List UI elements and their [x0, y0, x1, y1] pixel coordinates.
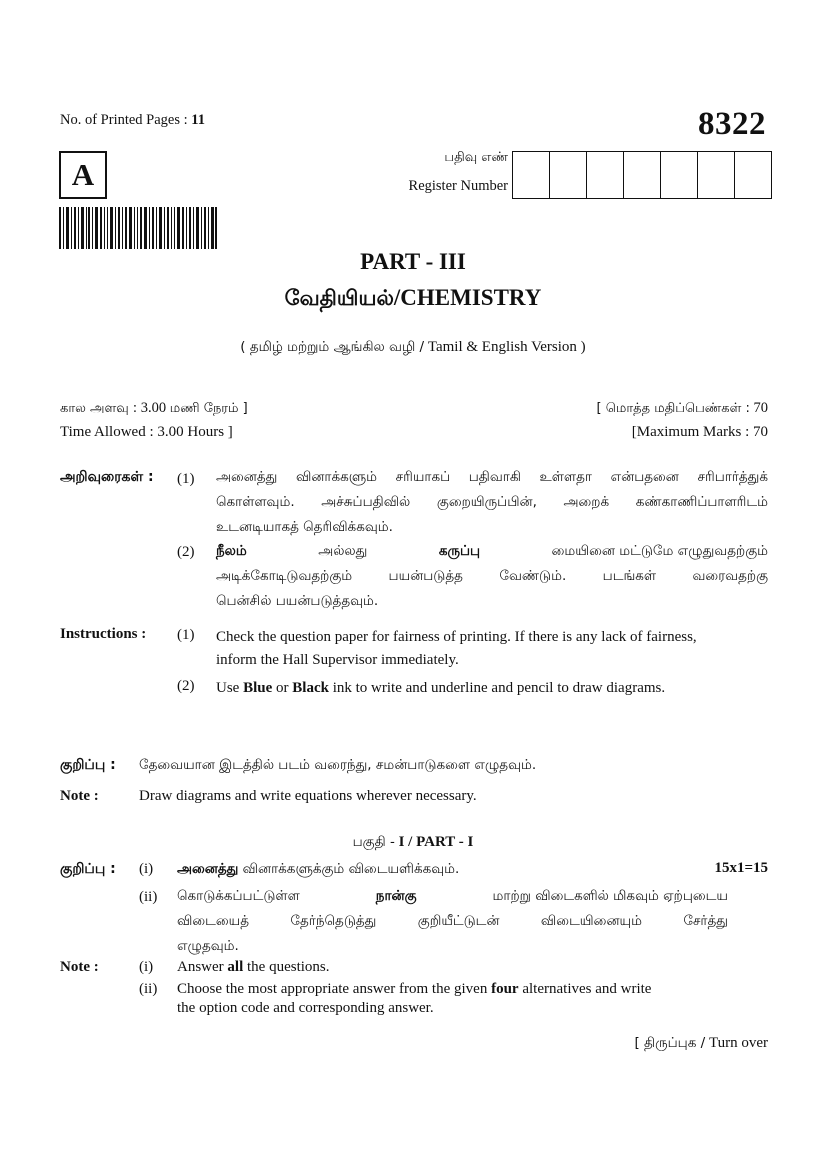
instruction-ta-1-line: அனைத்து வினாக்களும் சரியாகப் பதிவாகி உள்ளதா என்பதனை சரிபார்த்துக்: [216, 469, 768, 485]
printed-pages-label: No. of Printed Pages :: [60, 112, 188, 128]
instruction-ta-num: (2): [177, 544, 195, 560]
printed-pages: [60, 112, 205, 129]
all-word-ta: அனைத்து: [177, 861, 239, 877]
instruction-ta-2-line: பென்சில் பயன்படுத்தவும்.: [216, 593, 379, 609]
register-number-boxes[interactable]: [513, 151, 772, 199]
note-text-tamil: தேவையான இடத்தில் படம் வரைந்து, சமன்பாடுகளை எழுதவும்.: [139, 757, 537, 773]
marks-ta-label: [ மொத்த மதிப்பெண்கள் :: [596, 401, 750, 416]
blue-word: Blue: [243, 680, 273, 696]
turn-over: [635, 1035, 769, 1053]
register-digit-box[interactable]: [623, 151, 661, 199]
use-word: Use: [216, 680, 240, 696]
subject-separator: /: [393, 285, 401, 310]
instruction-ta-2-rest: மையினை மட்டுமே எழுதுவதற்கும்: [551, 543, 768, 559]
register-digit-box[interactable]: [549, 151, 587, 199]
part-one-en-num: (ii): [139, 981, 158, 997]
part-one-heading-tamil: பகுதி -: [352, 834, 395, 850]
part-one-ta-item-2: [177, 884, 728, 959]
note-text-english: Draw diagrams and write equations wherever necessary.: [139, 788, 477, 804]
given-word-ta: கொடுக்கப்பட்டுள்ள: [177, 888, 300, 904]
instruction-en-1: [216, 626, 768, 672]
all-word: all: [227, 959, 244, 975]
part-one-ta-item-2-line: விடையைத் தேர்ந்தெடுத்து குறியீட்டுடன் விடையினையும் சேர்த்து: [177, 913, 728, 929]
register-digit-box[interactable]: [697, 151, 735, 199]
register-label-tamil: பதிவு எண்: [444, 150, 508, 165]
part-one-ta-item-1-rest: வினாக்களுக்கும் விடையளிக்கவும்.: [242, 861, 460, 877]
time-ta-unit: மணி நேரம் ]: [169, 401, 248, 416]
time-ta-value: 3.00: [140, 400, 167, 416]
part-one-ta-item-1: [177, 861, 459, 879]
max-marks-english: [Maximum Marks : 70: [631, 424, 768, 440]
instruction-en-2: [216, 677, 768, 700]
marks-ta-value: 70: [753, 400, 768, 416]
turn-over-english: Turn over: [708, 1035, 768, 1051]
part-one-ta-item-2-line: எழுதவும்.: [177, 938, 239, 954]
marks-scheme: 15x1=15: [714, 860, 768, 876]
part-one-heading-english: I / PART - I: [398, 834, 474, 850]
part-one-en-item-1: [177, 959, 330, 976]
max-marks-tamil: [597, 400, 768, 417]
version-line: [0, 339, 826, 357]
instructions-english-label: Instructions :: [60, 626, 147, 642]
part-one-ta-num: (ii): [139, 889, 158, 905]
black-word-ta: கருப்பு: [438, 543, 481, 559]
part-one-en-item-2: [177, 980, 729, 1018]
part-one-ta-num: (i): [139, 861, 154, 877]
printed-pages-value: 11: [191, 112, 205, 128]
instruction-ta-1: [216, 465, 768, 540]
register-label-english: Register Number: [408, 178, 508, 194]
instruction-ta-1-line: கொள்ளவும். அச்சுப்பதிவில் குறையிருப்பின், அறைக் கண்காணிப்பாளரிடம்: [216, 494, 768, 510]
instruction-en-1-line: Check the question paper for fairness of printing. If there is any lack of fairness,: [216, 629, 697, 645]
part-one-note-label-tamil: குறிப்பு :: [60, 861, 116, 877]
part-one-en-item-2-line: [177, 980, 729, 999]
or-word-ta: அல்லது: [318, 543, 368, 559]
instruction-ta-1-line: உடனடியாகத் தெரிவிக்கவும்.: [216, 519, 393, 535]
time-allowed-tamil: [60, 400, 248, 417]
part-one-en-item-2-line: the option code and corresponding answer.: [177, 1000, 434, 1016]
four-word: four: [491, 981, 519, 997]
part-one-ta-item-2-rest: மாற்று விடைகளில் மிகவும் ஏற்புடைய: [492, 888, 728, 904]
note-label-english: Note :: [60, 788, 99, 804]
black-word: Black: [292, 680, 329, 696]
subject-tamil: வேதியியல்: [284, 286, 394, 310]
instruction-en-2-rest: ink to write and underline and pencil to draw diagrams.: [332, 680, 666, 696]
note-label-tamil: குறிப்பு :: [60, 757, 116, 773]
part-one-en-item-1-rest: the questions.: [247, 959, 330, 975]
register-digit-box[interactable]: [734, 151, 772, 199]
register-digit-box[interactable]: [512, 151, 550, 199]
part-one-note-label-english: Note :: [60, 959, 99, 975]
time-allowed-english: Time Allowed : 3.00 Hours ]: [60, 424, 233, 440]
choose-text: Choose the most appropriate answer from the given: [177, 981, 488, 997]
instruction-en-num: (2): [177, 678, 195, 694]
part-one-ta-item-2-line: [177, 884, 728, 909]
part-one-heading: [0, 834, 826, 852]
blue-word-ta: நீலம்: [216, 543, 247, 559]
or-word: or: [276, 680, 289, 696]
answer-word: Answer: [177, 959, 224, 975]
version-english: Tamil & English Version ): [427, 339, 586, 355]
barcode: [59, 207, 217, 249]
instruction-ta-2: [216, 539, 768, 614]
four-word-ta: நான்கு: [375, 888, 417, 904]
paper-code: 8322: [698, 106, 766, 142]
instruction-ta-2-line: அடிக்கோடிடுவதற்கும் பயன்படுத்த வேண்டும். படங்கள் வரைவதற்கு: [216, 568, 768, 584]
instruction-ta-num: (1): [177, 471, 195, 487]
subject-english: CHEMISTRY: [400, 285, 542, 310]
series-box: A: [59, 151, 107, 199]
part-title: PART - III: [360, 249, 466, 274]
instructions-tamil-label: அறிவுரைகள் :: [60, 469, 154, 485]
instruction-en-1-line: inform the Hall Supervisor immediately.: [216, 652, 459, 668]
version-tamil: ( தமிழ் மற்றும் ஆங்கில வழி /: [240, 339, 425, 355]
register-digit-box[interactable]: [660, 151, 698, 199]
part-one-en-num: (i): [139, 959, 154, 975]
subject-title: [0, 285, 826, 313]
instruction-ta-2-line: [216, 539, 768, 564]
turn-over-tamil: [ திருப்புக /: [634, 1035, 706, 1051]
instruction-en-num: (1): [177, 627, 195, 643]
register-digit-box[interactable]: [586, 151, 624, 199]
alternatives-text: alternatives and write: [522, 981, 652, 997]
time-ta-label: கால அளவு :: [60, 401, 138, 416]
